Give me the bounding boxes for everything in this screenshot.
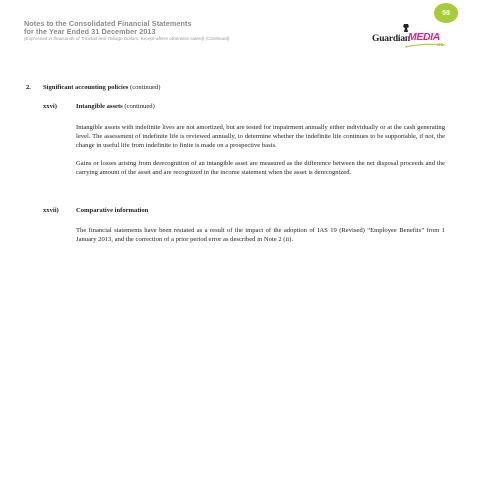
header-period: for the Year Ended 31 December 2013: [24, 27, 156, 36]
section-number: 2.: [26, 84, 31, 91]
subsection-title: Comparative information: [76, 207, 149, 214]
logo-suffix: LTD: [437, 43, 444, 47]
subsection-title-suffix: (continued): [124, 103, 155, 110]
header-currency-note: (Expressed in thousands of Trinidad and Tobago Dollars, except where otherwise stated) (Continued): [24, 36, 230, 41]
section-heading: [43, 83, 160, 92]
paragraph: The financial statements have been restated as a result of the impact of the adoption of IAS 19 (Revised) “Employee Benefits” from 1 January 2013, and the correction of a prior period error as described in Note 2 (ii).: [76, 227, 445, 243]
subsection-heading: [76, 102, 155, 111]
logo-word-media: MEDIA: [408, 31, 440, 43]
running-header: [24, 20, 230, 42]
subsection-numeral: xxvii): [43, 207, 59, 214]
page-number-badge: [434, 3, 458, 23]
guardian-media-logo: [372, 23, 448, 49]
logo-swoosh-icon: [405, 43, 445, 48]
paragraph: Gains or losses arising from derecognition of an intangible asset are measured as the difference between the net disposal proceeds and the carrying amount of the asset and are recognized in the income statement when the asset is derecognized.: [76, 160, 445, 176]
section-title: Significant accounting policies: [43, 84, 129, 91]
paragraph: Intangible assets with indefinite lives are not amortized, but are tested for impairment annually either individually or at the cash generating level. The assessment of indefinite life is reviewed annually, to determine whether the indefinite life continues to be supportable, if not, the change in useful life from indefinite to finite is made on a prospective basis.: [76, 124, 445, 149]
subsection-title: Intangible assets: [76, 103, 123, 110]
section-title-suffix: (continued): [130, 84, 161, 91]
page-number: 59: [442, 9, 450, 17]
subsection-numeral: xxvi): [43, 103, 57, 110]
header-title: Notes to the Consolidated Financial Statements: [24, 19, 192, 28]
logo-word-guardian: Guardian: [372, 34, 410, 44]
subsection-heading: [76, 206, 148, 215]
